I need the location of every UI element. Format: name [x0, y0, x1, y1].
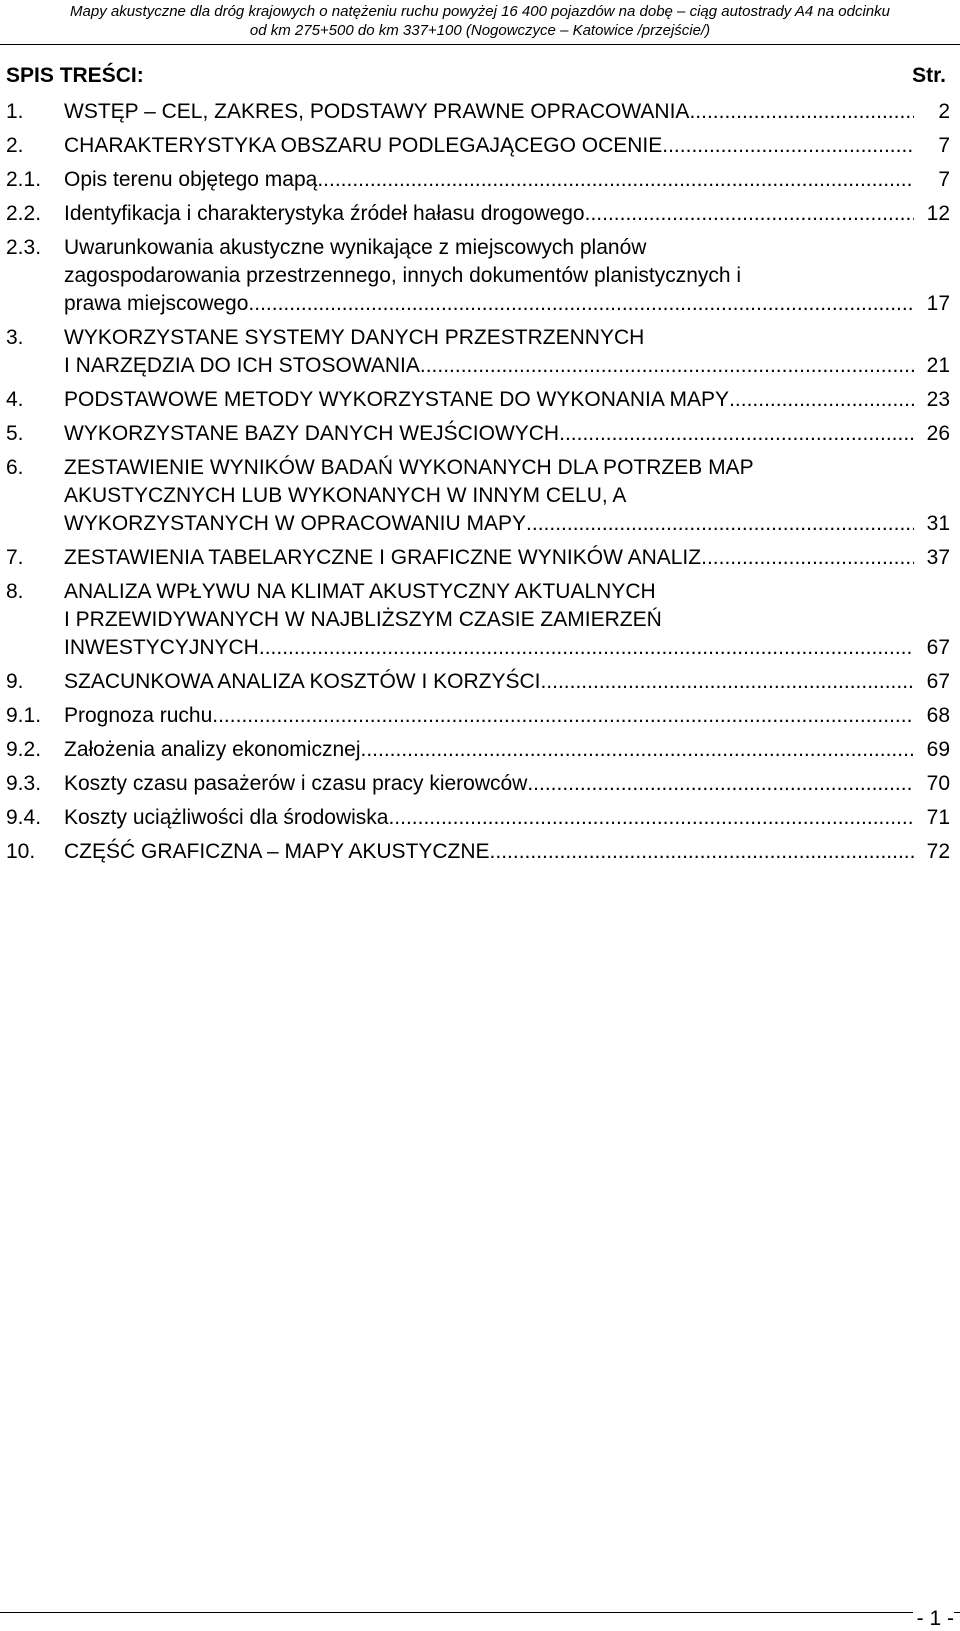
header-line-1: Mapy akustyczne dla dróg krajowych o natężeniu ruchu powyżej 16 400 pojazdów na dobę – ciąg autostrady A4 na odcinku — [70, 3, 890, 20]
toc-entry-text: Koszty uciążliwości dla środowiska. — [64, 806, 395, 829]
toc-entry[interactable] — [6, 804, 950, 832]
toc-entry[interactable] — [6, 324, 950, 380]
toc-entry-text: I NARZĘDZIA DO ICH STOSOWANIA — [64, 354, 420, 377]
dot-leader — [490, 838, 914, 866]
toc-entry-number: 2.1. — [6, 168, 42, 191]
toc-entry-number: 6. — [6, 456, 24, 479]
toc-entry-body — [64, 702, 950, 730]
toc-entry-text: Identyfikacja i charakterystyka źródeł hałasu drogowego — [64, 202, 585, 225]
dot-leader — [317, 166, 914, 194]
toc-entry-body — [64, 166, 950, 194]
toc-entry-body — [64, 132, 950, 160]
dot-leader — [394, 804, 914, 832]
toc-entry-last-line — [64, 290, 914, 318]
toc-entry-body — [64, 578, 950, 662]
dot-leader — [701, 544, 914, 572]
toc-entry-number: 9.1. — [6, 704, 42, 727]
toc-entry-page: 67 — [914, 634, 950, 662]
toc-entry-number: 9.4. — [6, 806, 42, 829]
toc-entry-text: SZACUNKOWA ANALIZA KOSZTÓW I KORZYŚCI — [64, 670, 541, 693]
toc-entry-body — [64, 98, 950, 126]
toc-entry[interactable] — [6, 234, 950, 318]
toc-entry-text: INWESTYCYJNYCH — [64, 636, 259, 659]
toc-entry-page: 72 — [914, 838, 950, 866]
toc-entry-text: ZESTAWIENIE WYNIKÓW BADAŃ WYKONANYCH DLA POTRZEB MAP — [64, 456, 754, 479]
toc-entry-number: 7. — [6, 546, 24, 569]
dot-leader — [420, 352, 914, 380]
footer-rule — [0, 1612, 960, 1613]
toc-entry-last-line — [64, 736, 914, 764]
header-rule — [0, 44, 960, 45]
toc-entry-last-line — [64, 634, 914, 662]
toc-entry-body — [64, 838, 950, 866]
toc-entry[interactable] — [6, 736, 950, 764]
toc-entry-last-line — [64, 200, 914, 228]
dot-leader — [729, 386, 914, 414]
toc-entry-page: 21 — [914, 352, 950, 380]
toc-entry-last-line — [64, 668, 914, 696]
toc-entry-page: 7 — [914, 166, 950, 194]
table-of-contents — [6, 98, 950, 872]
dot-leader — [259, 634, 914, 662]
toc-entry[interactable] — [6, 578, 950, 662]
dot-leader — [689, 98, 914, 126]
toc-entry-text: Prognoza ruchu — [64, 704, 213, 727]
toc-entry-number: 1. — [6, 100, 24, 123]
toc-entry-text: ANALIZA WPŁYWU NA KLIMAT AKUSTYCZNY AKTUALNYCH — [64, 580, 656, 603]
dot-leader — [585, 200, 914, 228]
toc-entry-page: 31 — [914, 510, 950, 538]
toc-entry-body — [64, 200, 950, 228]
toc-entry-number: 3. — [6, 326, 24, 349]
toc-heading — [6, 56, 946, 96]
dot-leader — [662, 132, 914, 160]
toc-entry-number: 4. — [6, 388, 24, 411]
toc-entry-body — [64, 454, 950, 538]
toc-entry-body — [64, 804, 950, 832]
toc-entry-text: CZĘŚĆ GRAFICZNA – MAPY AKUSTYCZNE — [64, 840, 490, 863]
toc-entry-last-line — [64, 510, 914, 538]
toc-entry-number: 8. — [6, 580, 24, 603]
toc-entry-number: 9.3. — [6, 772, 42, 795]
toc-entry-text: prawa miejscowego — [64, 292, 249, 315]
toc-entry[interactable] — [6, 98, 950, 126]
toc-entry-body — [64, 770, 950, 798]
toc-entry-page: 68 — [914, 702, 950, 730]
toc-entry[interactable] — [6, 386, 950, 414]
header-line-2: od km 275+500 do km 337+100 (Nogowczyce – Katowice /przejście/) — [249, 22, 711, 39]
toc-entry-page: 12 — [914, 200, 950, 228]
toc-entry-body — [64, 234, 950, 318]
toc-entry-number: 10. — [6, 840, 36, 863]
toc-entry[interactable] — [6, 702, 950, 730]
toc-entry-text: AKUSTYCZNYCH LUB WYKONANYCH W INNYM CELU, A — [64, 484, 627, 507]
toc-entry[interactable] — [6, 668, 950, 696]
toc-entry-text: WYKORZYSTANYCH W OPRACOWANIU MAPY — [64, 512, 527, 535]
toc-entry-text: Uwarunkowania akustyczne wynikające z miejscowych planów — [64, 236, 647, 259]
toc-entry-last-line — [64, 702, 914, 730]
page-number: - 1 - — [913, 1607, 954, 1631]
toc-entry-text: PODSTAWOWE METODY WYKORZYSTANE DO WYKONANIA MAPY — [64, 388, 730, 411]
toc-entry-last-line — [64, 386, 914, 414]
toc-entry-last-line — [64, 132, 914, 160]
toc-entry[interactable] — [6, 200, 950, 228]
toc-entry-page: 70 — [914, 770, 950, 798]
toc-entry-last-line — [64, 420, 914, 448]
dot-leader — [540, 668, 914, 696]
toc-entry-page: 7 — [914, 132, 950, 160]
toc-entry-body — [64, 736, 950, 764]
toc-entry[interactable] — [6, 132, 950, 160]
dot-leader — [361, 736, 915, 764]
toc-entry-page: 23 — [914, 386, 950, 414]
toc-entry[interactable] — [6, 166, 950, 194]
toc-entry[interactable] — [6, 420, 950, 448]
toc-entry-number: 2. — [6, 134, 24, 157]
toc-entry-body — [64, 668, 950, 696]
dot-leader — [526, 510, 914, 538]
toc-entry-last-line — [64, 544, 914, 572]
toc-entry-text: Koszty czasu pasażerów i czasu pracy kierowców — [64, 772, 528, 795]
dot-leader — [559, 420, 914, 448]
toc-entry-text: zagospodarowania przestrzennego, innych dokumentów planistycznych i — [64, 264, 742, 287]
toc-page-column-label: Str. — [912, 64, 946, 87]
toc-entry-page: 2 — [914, 98, 950, 126]
toc-entry-last-line — [64, 166, 914, 194]
toc-entry-text: I PRZEWIDYWANYCH W NAJBLIŻSZYM CZASIE ZAMIERZEŃ — [64, 608, 662, 631]
toc-entry-body — [64, 544, 950, 572]
toc-entry-last-line — [64, 98, 914, 126]
toc-entry-text: WSTĘP – CEL, ZAKRES, PODSTAWY PRAWNE OPRACOWANIA — [64, 100, 690, 123]
dot-leader — [212, 702, 914, 730]
toc-entry[interactable] — [6, 770, 950, 798]
toc-entry-body — [64, 420, 950, 448]
toc-entry-number: 9. — [6, 670, 24, 693]
toc-entry-text: Opis terenu objętego mapą — [64, 168, 318, 191]
dot-leader — [527, 770, 914, 798]
toc-entry-last-line — [64, 352, 914, 380]
toc-entry-number: 2.2. — [6, 202, 42, 225]
toc-entry[interactable] — [6, 838, 950, 866]
toc-entry-body — [64, 386, 950, 414]
toc-entry-text: ZESTAWIENIA TABELARYCZNE I GRAFICZNE WYNIKÓW ANALIZ — [64, 546, 702, 569]
toc-entry-page: 26 — [914, 420, 950, 448]
toc-entry-last-line — [64, 804, 914, 832]
toc-entry-number: 9.2. — [6, 738, 42, 761]
toc-entry-page: 71 — [914, 804, 950, 832]
toc-entry-text: Założenia analizy ekonomicznej — [64, 738, 361, 761]
toc-entry-number: 2.3. — [6, 236, 42, 259]
toc-entry-body — [64, 324, 950, 380]
toc-entry-page: 67 — [914, 668, 950, 696]
toc-title: SPIS TREŚCI: — [6, 64, 144, 87]
dot-leader — [248, 290, 914, 318]
toc-entry-text: WYKORZYSTANE BAZY DANYCH WEJŚCIOWYCH — [64, 422, 560, 445]
toc-entry-page: 69 — [914, 736, 950, 764]
toc-entry[interactable] — [6, 454, 950, 538]
toc-entry-page: 37 — [914, 544, 950, 572]
toc-entry-text: WYKORZYSTANE SYSTEMY DANYCH PRZESTRZENNYCH — [64, 326, 645, 349]
page-header — [0, 0, 960, 56]
toc-entry-last-line — [64, 838, 914, 866]
toc-entry-number: 5. — [6, 422, 24, 445]
toc-entry-last-line — [64, 770, 914, 798]
toc-entry[interactable] — [6, 544, 950, 572]
toc-entry-text: CHARAKTERYSTYKA OBSZARU PODLEGAJĄCEGO OCENIE — [64, 134, 663, 157]
toc-entry-page: 17 — [914, 290, 950, 318]
